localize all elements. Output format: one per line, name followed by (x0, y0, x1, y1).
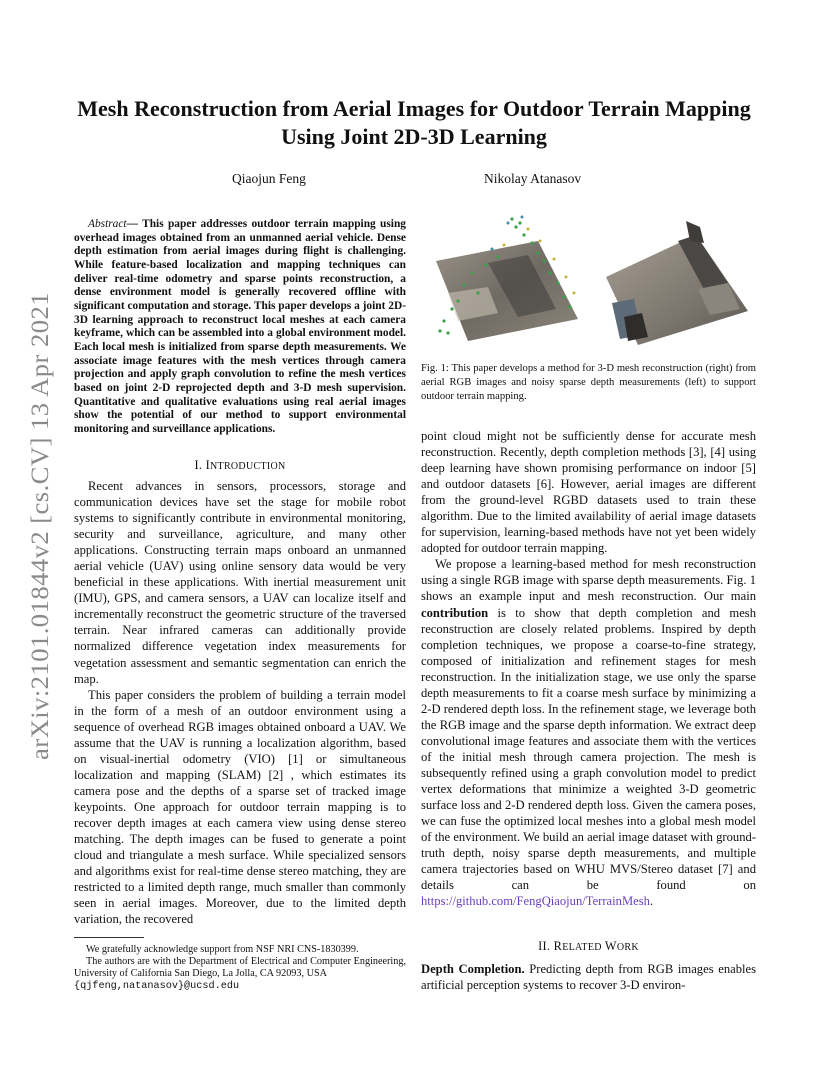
abstract (74, 218, 406, 437)
footnote-rule (74, 937, 144, 938)
github-link[interactable]: https://github.com/FengQiaojun/TerrainMesh (421, 894, 650, 909)
section-title-initial: I (205, 458, 211, 472)
footnote: We gratefully acknowledge support from NSF NRI CNS-1830399. (86, 944, 359, 955)
paragraph (421, 556, 756, 909)
section-heading-related-work (421, 939, 756, 954)
author-name: Qiaojun Feng (232, 171, 306, 186)
abstract-text: — This paper addresses outdoor terrain mapping using overhead images obtained from an unmanned aerial vehicle. Dense depth estimation from aerial images during flight is challenging. While feature-based localization and mapping techniques can deliver real-time odometry and sparse points reconstruction, a dense environment model is generally recovered offline with significant computation and storage. This paper develops a joint 2D-3D learning approach to reconstruct local meshes at each camera keyframe, which can be assembled into a global environment model. Each local mesh is initialized from sparse depth measurements. We associate image features with the mesh vertices through camera projection and apply graph convolution to refine the mesh vertices based on joint 2-D reprojected depth and 3-D mesh supervision. Quantitative and qualitative evaluations using real aerial images show the potential of our method to support environmental monitoring and surveillance applications. (74, 218, 406, 435)
paragraph-text: Predicting depth from RGB images enables artificial perception systems to recover 3-D environ- (421, 962, 756, 993)
footnote-email: {qjfeng,natanasov}@ucsd.edu (74, 980, 240, 992)
reconstructed-mesh-image (606, 221, 748, 345)
section-title-rest: ELATED (562, 942, 602, 953)
figure-caption: Fig. 1: This paper develops a method for 3-D mesh reconstruction (right) from aerial RGB images and noisy sparse depth measurements (left) to support outdoor terrain mapping. (421, 363, 756, 403)
paragraph: point cloud might not be sufficiently dense for accurate mesh reconstruction. Recently, depth completion methods [3], [4] using deep learning have shown promising performance on indoor [5] and outdoor datasets [6]. However, aerial images are different from the ground-level RGBD datasets used to train these algorithm. Due to the limited availability of aerial image datasets for supervision, learning-based methods have not yet been widely adopted for outdoor terrain mapping. (421, 429, 756, 556)
title-line-1: Mesh Reconstruction from Aerial Images for Outdoor Terrain Mapping (77, 96, 751, 121)
section-title-initial: W (604, 939, 617, 953)
introduction-body (74, 478, 406, 927)
paragraph-text: . (649, 894, 654, 909)
paragraph: This paper considers the problem of building a terrain model in the form of a mesh of an outdoor environment using a sequence of overhead RGB images obtained onboard a UAV. We assume that the UAV is running a localization algorithm, based on visual-inertial odometry (VIO) [1] or simultaneous localization and mapping (SLAM) [2] , which estimates its camera pose and the depths of a sparse set of tracked image keypoints. One approach for outdoor terrain mapping is to recover depth images at each camera view using dense stereo matching. The depth images can be fused to generate a point cloud and triangulate a mesh surface. While specialized sensors and algorithms exist for real-time dense stereo matching, they are restricted to a limited depth range, much smaller than commonly seen in aerial images. Moreover, due to the limited depth variation, the recovered (74, 687, 406, 927)
author-name: Nikolay Atanasov (484, 171, 582, 186)
subsection-label: Depth Completion. (421, 962, 525, 976)
title-line-2: Using Joint 2D-3D Learning (281, 124, 547, 149)
paragraph: Recent advances in sensors, processors, storage and communication devices have set the stage for mobile robot systems to significantly contribute in environmental monitoring, security and surveillance, agriculture, and many other applications. Constructing terrain maps onboard an unmanned aerial vehicle (UAV) using online sensory data would be very beneficial in these applications. With inertial measurement unit (IMU), GPS, and camera sensors, a UAV can localize itself and incrementally reconstruct the geometric structure of the traversed terrain. Near infrared cameras can additionally provide normalized difference vegetation index measurements for vegetation assessment and semantic segmentation can enrich the map. (74, 479, 406, 686)
related-work-paragraph (421, 961, 756, 993)
arxiv-stamp (18, 290, 58, 760)
paragraph-text: is to show that depth completion and mesh reconstruction are closely related problems. Inspired by depth completion techniques, we propose a coarse-to-fine strategy, composed of initialization and refinement stages for mesh reconstruction. In the initialization stage, we use only the sparse depth measurements to fit a coarse mesh surface by minimizing a 2-D rendered depth loss. In the refinement stage, we leverage both the RGB image and the sparse depth information. We extract deep convolutional image features and associate them with the vertices of the initial mesh through camera projection. The mesh is subsequently refined using a graph convolution model to predict vertex deformations that minimize a weighted 3-D geometric surface loss and 2-D rendered depth loss. Given the camera poses, we can fuse the optimized local meshes into a global mesh model of the environment. We build an aerial image dataset with ground-truth depth, noisy sparse depth measurements, and multiple camera trajectories based on WHU MVS/Stereo dataset [7] and details can be found on (421, 605, 757, 893)
contribution-term: contribution (421, 605, 489, 620)
section-heading-introduction (74, 458, 406, 473)
right-column-body (421, 428, 756, 909)
section-title-rest: ORK (616, 942, 639, 953)
section-number: II. (538, 939, 551, 953)
footnote: The authors are with the Department of Electrical and Computer Engineering, University of California San Diego, La Jolla, CA 92093, USA (74, 956, 406, 980)
footnotes (74, 944, 406, 993)
sparse-depth-input-image (436, 216, 578, 342)
arxiv-stamp-text: arXiv:2101.01844v2 [cs.CV] 13 Apr 2021 (27, 321, 54, 760)
section-title-initial: R (553, 939, 563, 953)
paper-title (60, 95, 768, 151)
abstract-lead: Abstract (88, 218, 127, 230)
paragraph-text: We propose a learning-based method for mesh reconstruction using a single RGB image with sparse depth measurements. Fig. 1 shows an example input and mesh reconstruction. Our main (421, 557, 756, 604)
section-number: I. (194, 458, 203, 472)
figure-1 (428, 213, 753, 353)
section-title-rest: NTRODUCTION (210, 461, 286, 472)
